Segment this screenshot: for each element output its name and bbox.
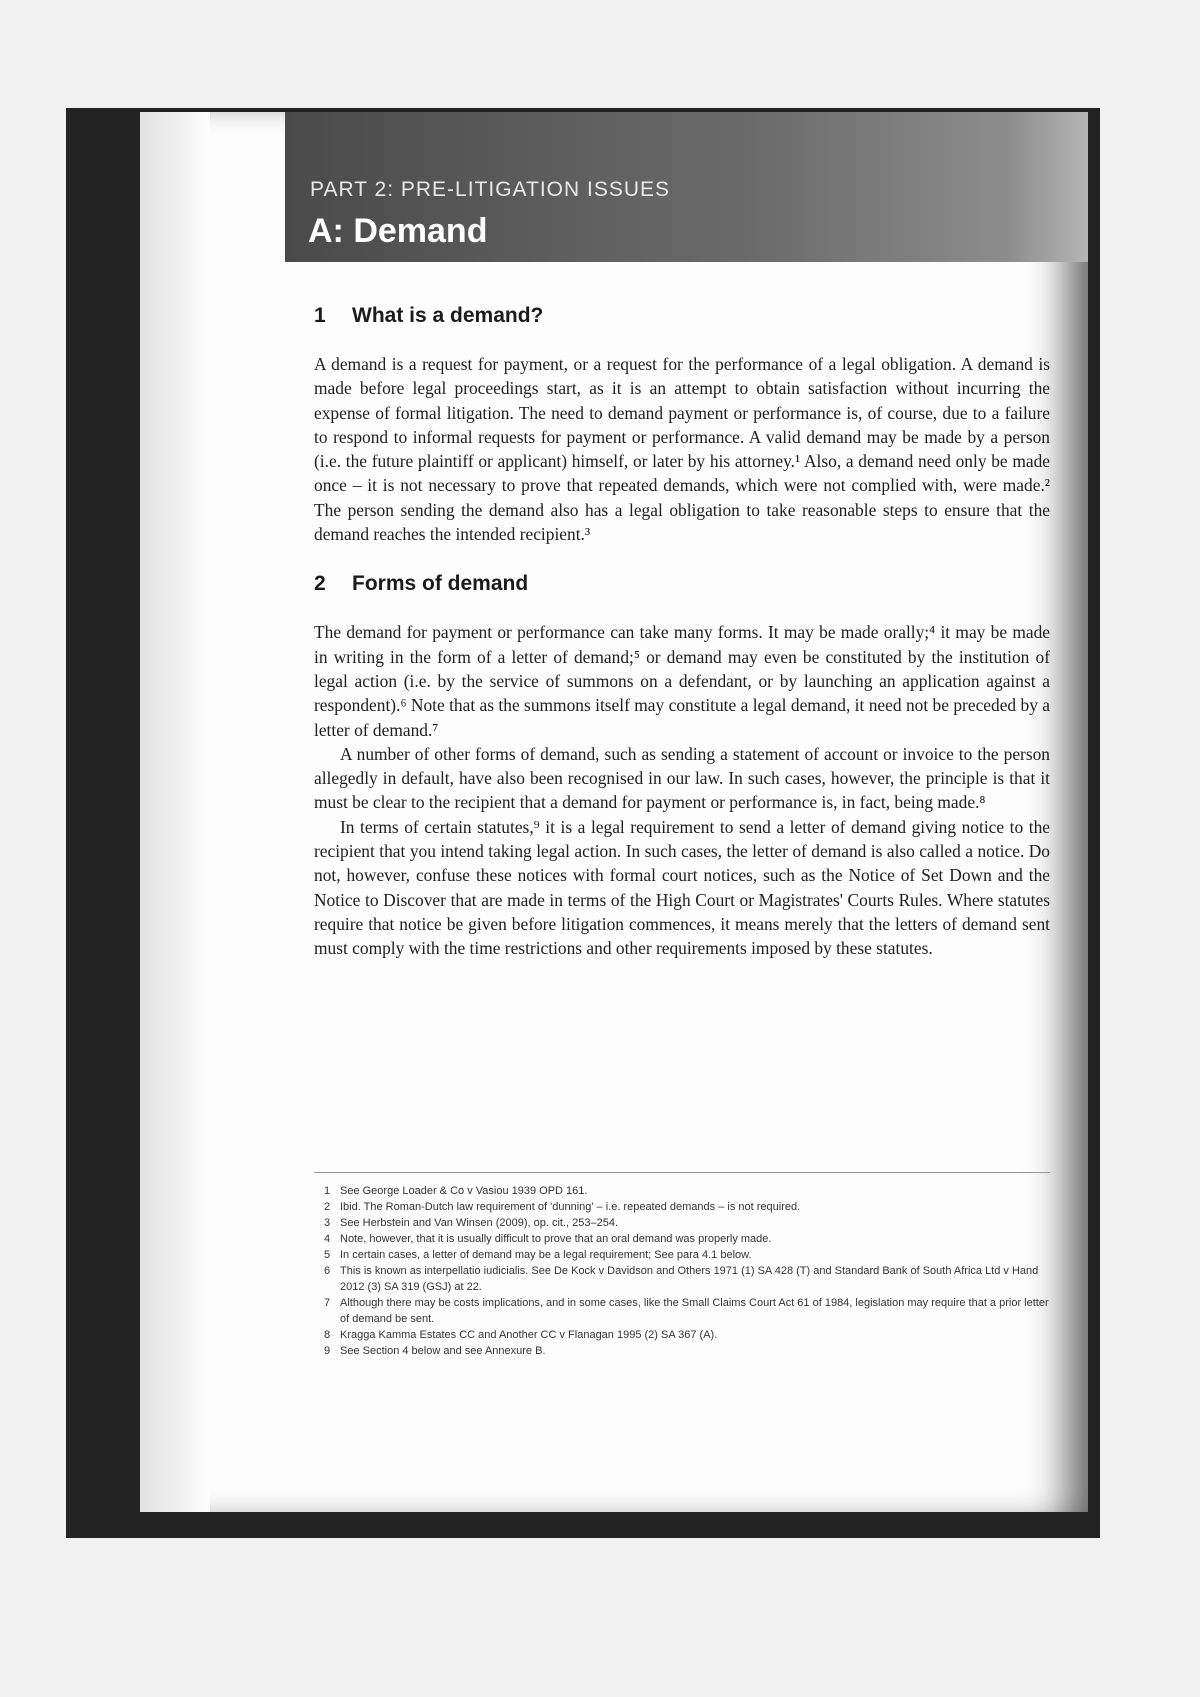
footnote	[314, 1343, 1050, 1359]
footnote-text: See Herbstein and Van Winsen (2009), op. cit., 253–254.	[340, 1217, 619, 1229]
footnote	[314, 1295, 1050, 1327]
footnote-text: In certain cases, a letter of demand may be a legal requirement; See para 4.1 below.	[340, 1249, 752, 1261]
footnote-text: Kragga Kamma Estates CC and Another CC v Flanagan 1995 (2) SA 367 (A).	[340, 1329, 718, 1341]
footnote	[314, 1231, 1050, 1247]
footnote-number: 3	[323, 1217, 331, 1229]
main-content	[314, 304, 1050, 961]
footnote-number: 9	[323, 1345, 331, 1357]
section-what-is-a-demand	[314, 304, 1050, 546]
footnote-number: 4	[323, 1233, 331, 1245]
part-title: PART 2: PRE-LITIGATION ISSUES	[310, 178, 671, 201]
footnote	[314, 1199, 1050, 1215]
footnote	[314, 1327, 1050, 1343]
footnote-number: 5	[323, 1249, 331, 1261]
section-title: What is a demand?	[352, 304, 544, 327]
paragraph: A demand is a request for payment, or a request for the performance of a legal obligation. A demand is made before legal proceedings start, as it is an attempt to obtain satisfaction without incurring the expense of formal litigation. The need to demand payment or performance is, of course, due to a failure to respond to informal requests for payment or performance. A valid demand may be made by a person (i.e. the future plaintiff or applicant) himself, or later by his attorney.¹ Also, a demand need only be made once – it is not necessary to prove that repeated demands, which were not complied with, were made.² The person sending the demand also has a legal obligation to take reasonable steps to ensure that the demand reaches the intended recipient.³	[314, 354, 1050, 545]
footnote-text: See George Loader & Co v Vasiou 1939 OPD 161.	[340, 1185, 588, 1197]
footnote-number: 7	[323, 1297, 331, 1309]
footnote-text: Although there may be costs implications, and in some cases, like the Small Claims Court Act 61 of 1984, legislation may require that a prior letter of demand be sent.	[340, 1297, 1049, 1325]
paragraph: A number of other forms of demand, such as sending a statement of account or invoice to the person allegedly in default, have also been recognised in our law. In such cases, however, the principle is that it must be clear to the recipient that a demand for payment or performance is, in fact, being made.⁸	[314, 743, 1050, 813]
footnote-text: Ibid. The Roman-Dutch law requirement of 'dunning' – i.e. repeated demands – is not required.	[340, 1201, 801, 1213]
section-number: 1	[314, 304, 326, 327]
section-heading	[314, 572, 1050, 596]
footnote-text: See Section 4 below and see Annexure B.	[340, 1345, 546, 1357]
paragraph: In terms of certain statutes,⁹ it is a legal requirement to send a letter of demand giving notice to the recipient that you intend taking legal action. In such cases, the letter of demand is also called a notice. Do not, however, confuse these notices with formal court notices, such as the Notice of Set Down and the Notice to Discover that are made in terms of the High Court or Magistrates' Courts Rules. Where statutes require that notice be given before litigation commences, it means merely that the letters of demand sent must comply with the time restrictions and other requirements imposed by these statutes.	[314, 816, 1050, 959]
section-number: 2	[314, 572, 326, 596]
paragraph: The demand for payment or performance can take many forms. It may be made orally;⁴ it may be made in writing in the form of a letter of demand;⁵ or demand may even be constituted by the institution of legal action (i.e. by the service of summons on a defendant, or by launching an application against a respondent).⁶ Note that as the summons itself may constitute a legal demand, it need not be preceded by a letter of demand.⁷	[314, 622, 1050, 740]
footnote	[314, 1247, 1050, 1263]
footnote-text: Note, however, that it is usually difficult to prove that an oral demand was properly made.	[340, 1233, 772, 1245]
footnote	[314, 1183, 1050, 1199]
footnote	[314, 1263, 1050, 1295]
section-heading	[314, 304, 1050, 328]
section-title: Forms of demand	[352, 572, 529, 596]
section-forms-of-demand	[314, 572, 1050, 960]
footnote-text: This is known as interpellatio iudicialis. See De Kock v Davidson and Others 1971 (1) SA 428 (T) and Standard Bank of South Africa Ltd v Hand 2012 (3) SA 319 (GSJ) at 22.	[340, 1265, 1039, 1293]
footnote-number: 6	[323, 1265, 331, 1277]
footnote-number: 8	[323, 1329, 331, 1341]
footnote-number: 1	[323, 1185, 331, 1197]
page-gutter	[140, 112, 210, 1512]
footnote-number: 2	[323, 1201, 331, 1213]
footnote	[314, 1215, 1050, 1231]
book-page	[140, 112, 1088, 1512]
footnotes	[314, 1172, 1050, 1359]
chapter-title: A: Demand	[308, 212, 488, 250]
